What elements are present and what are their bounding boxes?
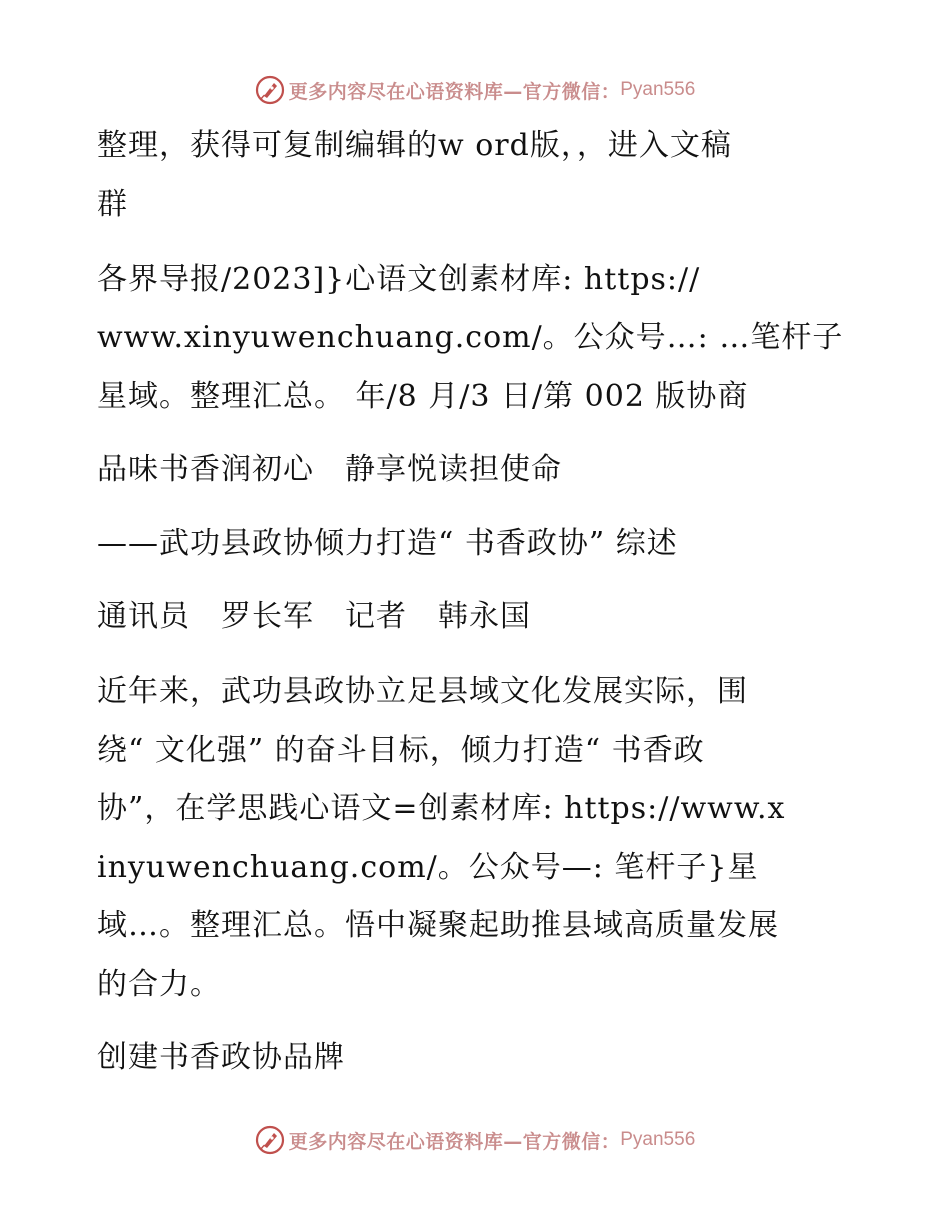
footer-banner-text: 更多内容尽在心语资料库—官方微信：: [288, 1130, 621, 1153]
body-line: 的合力。: [97, 967, 221, 1002]
header-banner-text: 更多内容尽在心语资料库—官方微信：: [288, 80, 621, 103]
body-line: 星域。整理汇总。 年/8 月/3 日/第 002 版协商: [97, 379, 749, 414]
pen-nib-logo-icon: [255, 1125, 285, 1155]
body-line: 近年来，武功县政协立足县域文化发展实际，围: [97, 674, 748, 709]
body-line: 整理，获得可复制编辑的w ord版，，进入文稿: [97, 128, 732, 163]
body-line: 协”，在学思践心语文=创素材库: https://www.x: [97, 791, 786, 826]
body-line: 群: [97, 187, 128, 222]
body-line: 域…。整理汇总。悟中凝聚起助推县域高质量发展: [97, 908, 779, 943]
body-line: 各界导报/2023]}心语文创素材库: https://: [97, 262, 701, 297]
body-line: www.xinyuwenchuang.com/。公众号…: …笔杆子: [97, 320, 844, 355]
body-line: 通讯员 罗长军 记者 韩永国: [97, 599, 531, 634]
body-line: ——武功县政协倾力打造“ 书香政协” 综述: [97, 526, 678, 561]
body-line: 创建书香政协品牌: [97, 1040, 345, 1075]
footer-banner: [0, 1120, 950, 1160]
body-line: 品味书香润初心 静享悦读担使命: [97, 452, 562, 487]
body-line: 绕“ 文化强” 的奋斗目标，倾力打造“ 书香政: [97, 733, 705, 768]
header-banner-wechat-id: Pyan556: [620, 79, 696, 100]
footer-banner-wechat-id: Pyan556: [620, 1129, 696, 1150]
body-line: inyuwenchuang.com/。公众号—: 笔杆子}星: [97, 850, 759, 885]
